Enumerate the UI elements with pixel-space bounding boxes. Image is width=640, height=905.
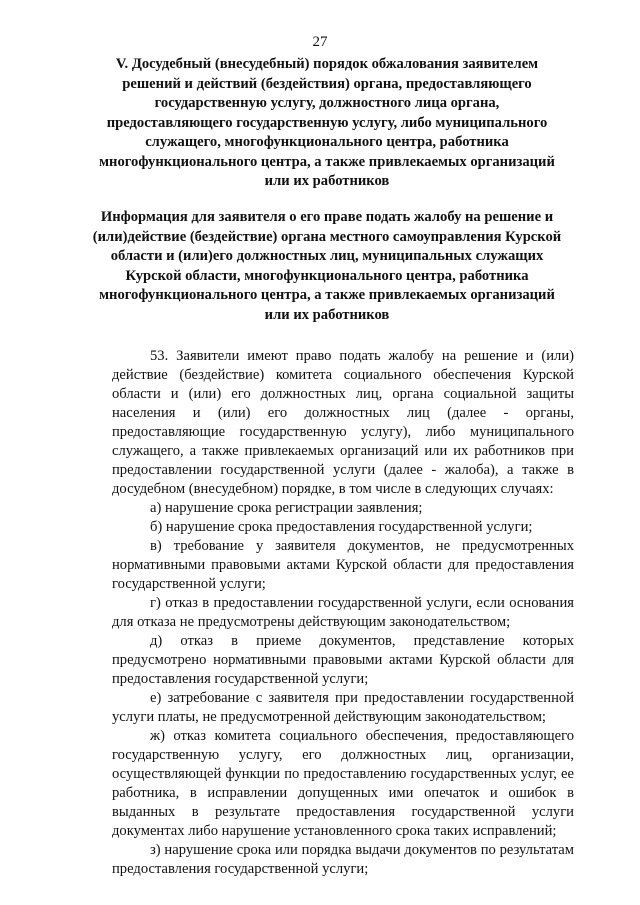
paragraph-53: 53. Заявители имеют право подать жалобу на решение и (или) действие (бездействие) комитета социального обеспечения Курской области и (или) его должностных лиц, органа социальной защиты населения и (или) его должностных лиц (далее - органы, предоставляющие государственную услугу), либо муниципального служащего, а также привлекаемых организаций или их работников при предоставлении государственной услуги (далее - жалоба), а также в досудебном (внесудебном) порядке, в том числе в следующих случаях: [112, 348, 574, 497]
list-item-e: е) затребование с заявителя при предоставлении государственной услуги платы, не предусмотренной действующим законодательством; [112, 690, 574, 725]
page-number: 27 [312, 34, 328, 50]
list-item-b: б) нарушение срока предоставления государственной услуги; [150, 519, 533, 535]
body-text [112, 347, 574, 879]
section-heading: V. Досудебный (внесудебный) порядок обжалования заявителем решений и действий (бездействия) органа, предоставляющего государственную услугу, должностного лица органа, предоставляющего государственную услугу, либо муниципального служащего, многофункционального центра, работника многофункционального центра, а также привлекаемых организаций или их работников [99, 56, 555, 189]
info-heading: Информация для заявителя о его праве подать жалобу на решение и (или)действие (бездействие) органа местного самоуправления Курской области и (или)его должностных лиц, муниципальных служащих Курской области, многофункционального центра, работника многофункционального центра, а также привлекаемых организаций или их работников [92, 209, 562, 323]
list-item-z: з) нарушение срока или порядка выдачи документов по результатам предоставления государственной услуги; [112, 842, 574, 877]
list-item-a: а) нарушение срока регистрации заявления; [150, 500, 423, 516]
list-item-g: г) отказ в предоставлении государственной услуги, если основания для отказа не предусмотрены действующим законодательством; [112, 595, 574, 630]
list-item-v: в) требование у заявителя документов, не предусмотренных нормативными правовыми актами Курской области для предоставления государственной услуги; [112, 538, 574, 592]
list-item-d: д) отказ в приеме документов, представление которых предусмотрено нормативными правовыми актами Курской области для предоставления государственной услуги; [112, 633, 574, 687]
list-item-zh: ж) отказ комитета социального обеспечения, предоставляющего государственную услугу, его должностных лиц, организации, осуществляющей функции по предоставлению государственных услуг, ее работника, в исправлении допущенных ими опечаток и ошибок в выданных в результате предоставления государственной услуги документах либо нарушение установленного срока таких исправлений; [112, 728, 574, 839]
